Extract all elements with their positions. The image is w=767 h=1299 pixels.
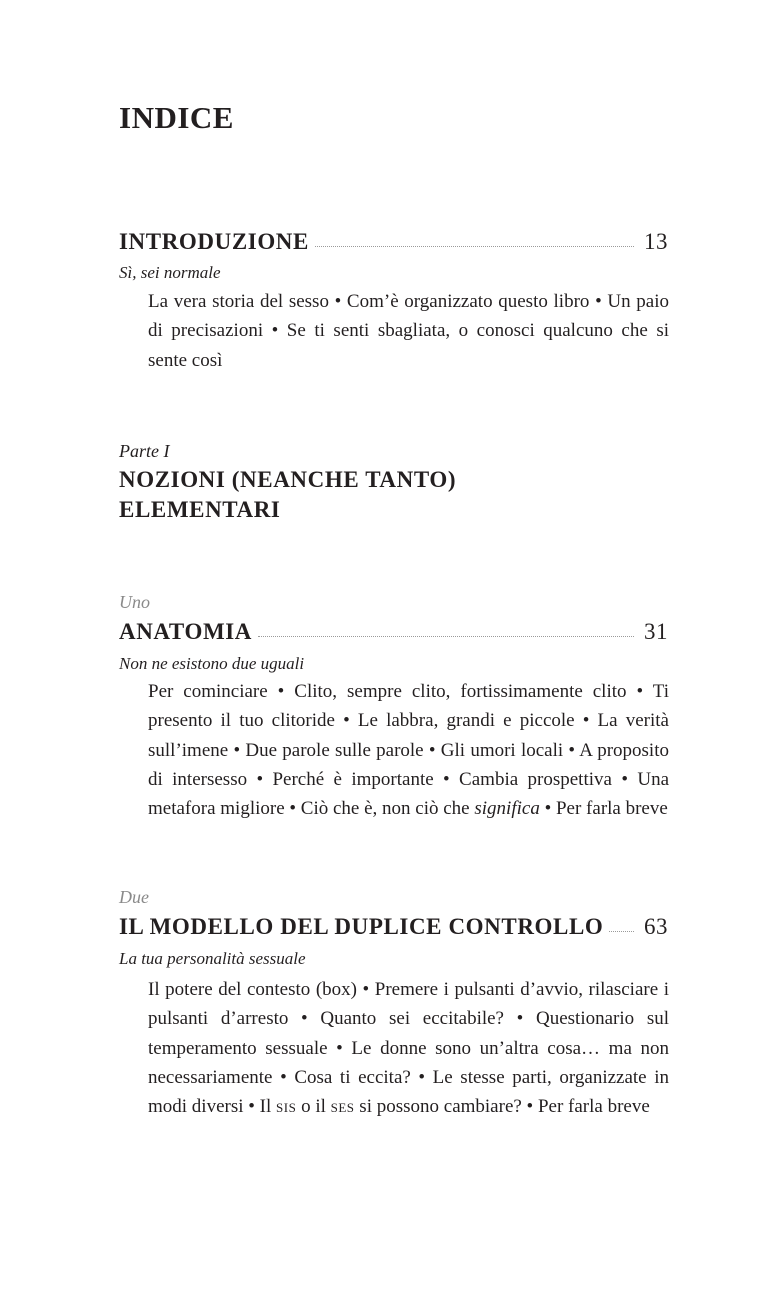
- summary-text: Per cominciare • Clito, sempre clito, fortissimamente clito • Ti presento il tuo clitoride • Le labbra, grandi e piccole • La verità sull’imene • Due parole sulle parole • Gli umori locali • A proposito di intersesso • Perché è importante • Cambia prospettiva • Una metafora migliore • Ciò che è, non ciò che: [148, 681, 669, 820]
- entry-summary: [148, 677, 669, 823]
- part-title-line: NOZIONI (NEANCHE TANTO): [119, 467, 457, 492]
- entry-summary: La vera storia del sesso • Com’è organizzato questo libro • Un paio di precisazioni • Se ti senti sbagliata, o conosci qualcuno che si sente così: [148, 291, 669, 371]
- summary-text: • Per farla breve: [539, 798, 668, 820]
- summary-abbreviation: ses: [330, 1096, 355, 1118]
- chapter-number: Due: [119, 887, 149, 907]
- summary-text: Il potere del contesto (box) • Premere i pulsanti d’avvio, rilasciare i pulsanti d’arresto • Quanto sei eccitabile? • Questionario sul temperamento sessuale • Le donne sono un’altra cosa… ma non necessariamente • Cosa ti eccita? • Le stesse parti, organizzate in modi diversi • Il: [148, 979, 669, 1118]
- dot-leader: [315, 246, 634, 247]
- toc-entry-anatomia[interactable]: [119, 619, 668, 645]
- toc-entry-duplice-controllo[interactable]: [119, 914, 668, 940]
- summary-abbreviation: sis: [276, 1096, 297, 1118]
- entry-subtitle: Non ne esistono due uguali: [119, 654, 305, 673]
- entry-subtitle: La tua personalità sessuale: [119, 949, 306, 968]
- toc-entry-introduction[interactable]: [119, 229, 668, 255]
- entry-summary: [148, 975, 669, 1121]
- chapter-number: Uno: [119, 592, 150, 612]
- page-number: 63: [644, 914, 668, 939]
- summary-text: o il: [296, 1096, 331, 1118]
- dot-leader: [609, 931, 634, 932]
- summary-emphasis: significa: [474, 798, 540, 820]
- part-title: [119, 465, 456, 525]
- page-number: 13: [644, 229, 668, 254]
- part-title-line: ELEMENTARI: [119, 497, 281, 522]
- entry-subtitle: Sì, sei normale: [119, 263, 221, 282]
- page-number: 31: [644, 619, 668, 644]
- dot-leader: [258, 636, 634, 637]
- entry-title: ANATOMIA: [119, 619, 253, 644]
- entry-title: IL MODELLO DEL DUPLICE CONTROLLO: [119, 914, 604, 939]
- part-label: Parte I: [119, 441, 170, 461]
- summary-text: si possono cambiare? • Per farla breve: [354, 1096, 650, 1118]
- page-title: INDICE: [119, 100, 234, 135]
- entry-title: INTRODUZIONE: [119, 229, 309, 254]
